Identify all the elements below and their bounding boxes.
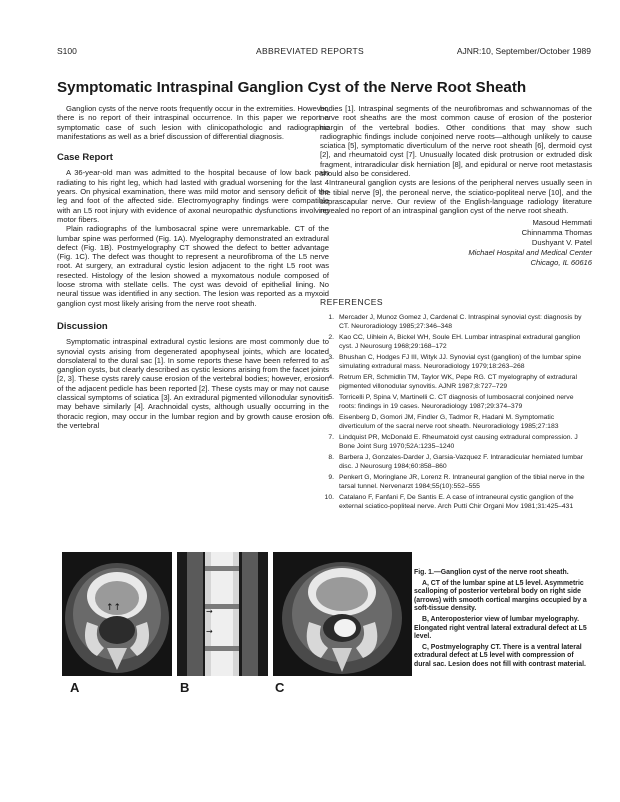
- reference-number: 8.: [328, 453, 334, 461]
- reference-number: 7.: [328, 433, 334, 441]
- reference-text: Catalano F, Fanfani F, De Santis E. A case of intraneural cystic ganglion of the external sciatico-popliteal nerve. Arch Putti Chir Organi Mov 1981;31:425–431: [339, 493, 574, 510]
- page-number: S100: [57, 46, 77, 56]
- figure-label-c: C: [275, 680, 285, 695]
- intraneural-paragraph: Intraneural ganglion cysts are lesions of the peripheral nerves usually seen in the tibial nerve [9], the peroneal nerve, the sciatico-popliteal nerve [10], and the suprascapular nerve. Our review of the English-language radiology literature revealed no report of an intraspinal ganglion cyst of the nerve root sheath.: [320, 178, 592, 216]
- reference-text: Torricelli P, Spina V, Martinelli C. CT diagnosis of lumbosacral conjoined nerve roots: findings in 19 cases. Neuroradiology 1987;29:374–379: [339, 393, 574, 410]
- right-column: [320, 104, 592, 514]
- caption-title: Fig. 1.—Ganglion cyst of the nerve root sheath.: [414, 569, 569, 576]
- author-name: Masoud Hemmati: [532, 217, 592, 227]
- continued-paragraph: bodies [1]. Intraspinal segments of the neurofibromas and schwannomas of the nerve root sheaths are the most common cause of erosion of the posterior margin of the vertebral bodies. Other conditions that may show such radiographic findings include conjoined nerve roots—although unlikely to cause sciatica [5], symptomatic diverticulum of the nerve root sheath [6], dermoid cyst [2], and rheumatoid cyst [7]. Unusually located disk protrusion or extruded disk fragment, intraradicular disk herniation [8], and epidural or nerve root metastasis should also be considered.: [320, 104, 592, 179]
- reference-text: Retrum ER, Schmidlin TM, Taylor WK, Pepe RG. CT myelography of extradural pigmented villonodular synovitis. AJNR 1987;8:727–729: [339, 373, 577, 390]
- reference-number: 6.: [328, 413, 334, 421]
- intro-paragraph: Ganglion cysts of the nerve roots frequently occur in the extremities. However, there is no report of their intraspinal occurrence. In this paper we report a symptomatic case of such lesion with clinicopathologic and radiographic manifestations as well as a brief discussion of differential diagnosis.: [57, 104, 329, 141]
- reference-number: 4.: [328, 373, 334, 381]
- case-paragraph-2: Plain radiographs of the lumbosacral spine were unremarkable. CT of the lumbar spine was performed (Fig. 1A). Myelography demonstrated an extradural defect (Fig. 1B). Postmyelography CT showed the defect to better advantage (Fig. 1C). The defect was thought to represent a neurofibroma of the L5 nerve root. At surgery, an extradural cystic lesion adjacent to the right L5 root was resected. Histology of the lesion showed a myxomatous nodule composed of loose stroma with stellate cells. The cyst was devoid of epithelial lining. No neural tissue was identified in any section. The lesion was reported as a myxoid ganglion cyst most likely arising from the nerve root sheath.: [57, 224, 329, 308]
- author-name: Chinnamma Thomas: [521, 227, 592, 237]
- reference-item: [320, 354, 592, 371]
- reference-item: [320, 454, 592, 471]
- section-header: ABBREVIATED REPORTS: [256, 46, 364, 56]
- discussion-paragraph: Symptomatic intraspinal extradural cystic lesions are most commonly due to synovial cysts arising from degenerated apophyseal joints, which are located dorsolateral to the dural sac [1]. In some reports these have been referred to as ganglion cysts, but clearly described as cystic lesions arising from the facet joints [2, 3]. These cysts rarely cause erosion of the vertebral bodies; however, erosion of the adjacent pedicle has been reported [2]. These cysts may or may not cause classical symptoms of sciatica [3]. An extradural pigmented villonodular synovitis may behave similarly [4]. Arachnoidal cysts, although usually occurring in the thoracic region, may occur in the lumbar region and by growth cause erosion of the vertebral: [57, 337, 329, 430]
- reference-text: Eisenberg D, Gomori JM, Findler G, Tadmor R, Hadani M. Symptomatic diverticulum of the sacral nerve root sheath. Neuroradiology 1985;27:183: [339, 413, 559, 430]
- reference-item: [320, 434, 592, 451]
- reference-item: [320, 494, 592, 511]
- reference-number: 3.: [328, 353, 334, 361]
- case-report-heading: Case Report: [57, 152, 113, 164]
- references-heading: REFERENCES: [320, 296, 384, 307]
- reference-number: 2.: [328, 333, 334, 341]
- reference-text: Penkert G, Moringlane JR, Lorenz R. Intraneural ganglion of the tibial nerve in the tarsal tunnel. Nervenarzt 1984;55(10):552–555: [339, 473, 585, 490]
- reference-item: [320, 414, 592, 431]
- myelogram-image-b: [177, 552, 268, 676]
- figure-label-b: B: [180, 680, 190, 695]
- caption-b: B, Anteroposterior view of lumbar myelography. Elongated right ventral lateral extradural defect at L5 level.: [414, 615, 587, 641]
- author-name: Dushyant V. Patel: [531, 237, 592, 247]
- reference-item: [320, 374, 592, 391]
- svg-text:→: →: [206, 607, 213, 616]
- svg-text:→: →: [206, 627, 213, 636]
- reference-text: Kao CC, Uihlein A, Bickel WH, Soule EH. Lumbar intraspinal extradural ganglion cyst. J Neurosurg 1968;29:168–172: [339, 333, 581, 350]
- article-title: Symptomatic Intraspinal Ganglion Cyst of the Nerve Root Sheath: [57, 79, 527, 96]
- reference-text: Barbera J, Gonzales-Darder J, Garsia-Vazquez F. Intraradicular herniated lumbar disc. J Neurosurg 1984;60:858–860: [339, 453, 583, 470]
- author-location: Chicago, IL 60616: [530, 257, 592, 267]
- reference-number: 10.: [324, 493, 334, 501]
- reference-item: [320, 314, 592, 331]
- postmyelography-ct-image-c: [273, 552, 412, 676]
- reference-number: 1.: [328, 313, 334, 321]
- case-paragraph-1: A 36-year-old man was admitted to the hospital because of low back pain radiating to his right leg, which had lasted with gradual worsening for the last 4 years. On physical examination, there was mild motor and sensory deficit of the leg and foot of the affected side. Electromyography findings were compatible with an L5 root injury with evidence of axonal neuropathic dysfunctions involving motor fibers.: [57, 168, 329, 224]
- reference-number: 5.: [328, 393, 334, 401]
- reference-text: Lindquist PR, McDonald E. Rheumatoid cyst causing extradural compression. J Bone Joint Surg 1970;52A:1235–1240: [339, 433, 578, 450]
- caption-a: A, CT of the lumbar spine at L5 level. Asymmetric scalloping of posterior vertebral body on right side (arrows) with smooth cortical margins occupied by a soft-tissue density.: [414, 579, 587, 613]
- ct-image-a: [62, 552, 172, 676]
- svg-text:↑↑: ↑↑: [106, 603, 122, 613]
- reference-text: Mercader J, Munoz Gomez J, Cardenal C. Intraspinal synovial cyst: diagnosis by CT. Neuroradiology 1985;27:346–348: [339, 313, 582, 330]
- figure-label-a: A: [70, 680, 80, 695]
- reference-number: 9.: [328, 473, 334, 481]
- discussion-heading: Discussion: [57, 320, 108, 332]
- reference-item: [320, 394, 592, 411]
- caption-c: C, Postmyelography CT. There is a ventral lateral extradural defect at L5 level with compression of dural sac. Lesion does not fill with contrast material.: [414, 643, 586, 668]
- reference-list: [320, 314, 592, 511]
- reference-item: [320, 474, 592, 491]
- left-column: [57, 104, 329, 430]
- reference-text: Bhushan C, Hodges FJ III, Wityk JJ. Synovial cyst (ganglion) of the lumbar spine simulating extradural mass. Neuroradiology 1979;18:263–268: [339, 353, 582, 370]
- author-block: [320, 218, 592, 268]
- author-institution: Michael Hospital and Medical Center: [468, 247, 592, 257]
- figure-caption: [414, 569, 592, 672]
- reference-item: [320, 334, 592, 351]
- figure-1: [62, 552, 412, 702]
- journal-citation: AJNR:10, September/October 1989: [456, 46, 591, 56]
